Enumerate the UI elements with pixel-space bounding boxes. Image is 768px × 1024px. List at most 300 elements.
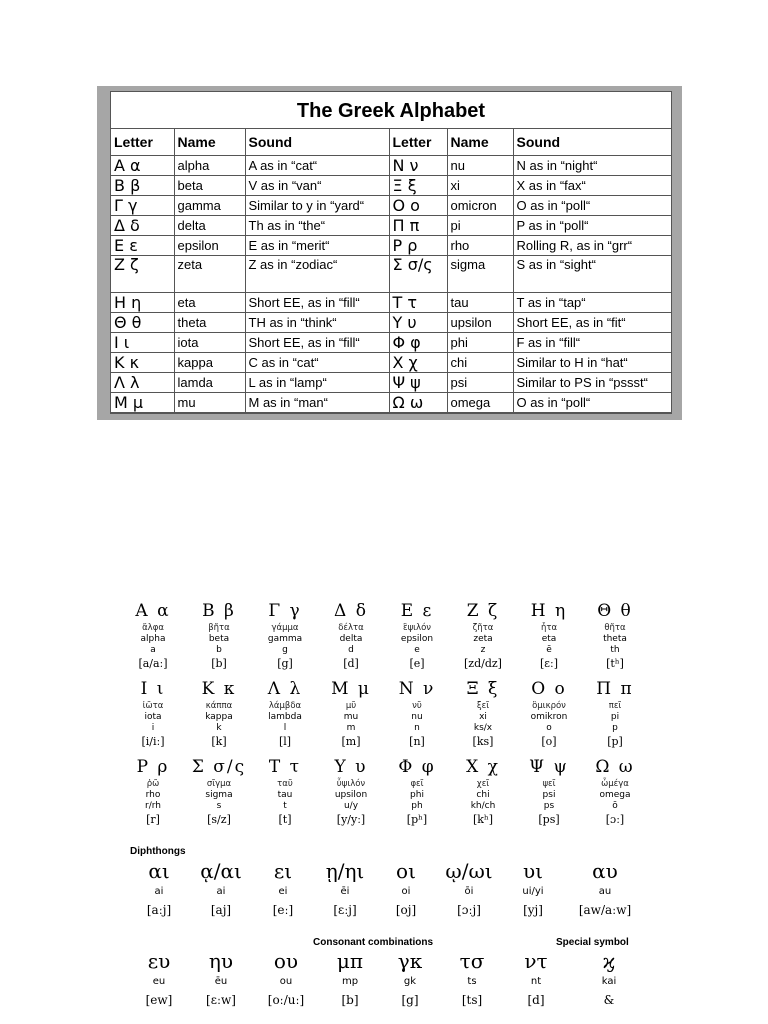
combo-item [130,858,188,920]
sound-cell: X as in “fax“ [513,176,671,196]
name-cell: lamda [174,373,245,393]
greek-name: ἒψιλόν [402,623,432,633]
combo-ipa: [g] [401,993,419,1007]
table-row [111,293,671,313]
combo-glyph: αι [148,859,170,883]
transliteration: k [216,723,222,733]
chart-row [120,756,650,828]
letter-cell: Ω ω [389,393,447,413]
latin-name: epsilon [400,634,434,644]
letter-glyph: Ζ ζ [466,601,500,621]
letter-cell [582,600,648,672]
letter-cell [384,600,450,672]
table-row [111,256,671,293]
latin-name: upsilon [334,790,368,800]
latin-name: theta [603,634,627,644]
consonant-combinations-row [130,948,652,1010]
letter-glyph: Μ μ [331,679,371,699]
combo-transliteration: eu [152,976,166,987]
combo-item [312,858,378,920]
chart-row [120,678,650,750]
letter-glyph: Χ χ [466,757,500,777]
name-cell: rho [447,236,513,256]
ipa-pronunciation: [m] [341,735,361,748]
greek-name: ὦμέγα [601,779,629,789]
sound-cell: A as in “cat“ [245,156,389,176]
ipa-pronunciation: [l] [278,735,292,748]
combo-glyph: ῳ/ωι [445,859,493,883]
header-name: Name [174,129,245,156]
combo-transliteration: au [598,886,612,897]
transliteration: ks/x [473,723,493,733]
table-row [111,353,671,373]
name-cell: epsilon [174,236,245,256]
combo-item [434,858,504,920]
header-letter: Letter [389,129,447,156]
table-row [111,196,671,216]
transliteration: i [151,723,155,733]
table-row [111,373,671,393]
letter-glyph: Γ γ [268,601,302,621]
letter-glyph: Κ κ [201,679,237,699]
combo-ipa: [eː] [272,903,294,917]
transliteration: ph [411,801,423,811]
letter-cell: Α α [111,156,174,176]
letter-cell [450,678,516,750]
combo-glyph: ου [273,949,299,973]
combo-glyph: τσ [459,949,485,973]
letter-cell: Υ υ [389,313,447,333]
combo-glyph: υι [523,859,543,883]
combo-item [438,948,506,1010]
combo-item [562,858,648,920]
sound-cell: Th as in “the“ [245,216,389,236]
letter-cell [384,756,450,828]
letter-cell [450,600,516,672]
name-cell: phi [447,333,513,353]
letter-cell: Ξ ξ [389,176,447,196]
letter-cell [516,756,582,828]
name-cell: alpha [174,156,245,176]
letter-cell [516,600,582,672]
ipa-pronunciation: [t] [278,813,292,826]
combo-glyph: ευ [147,949,171,973]
greek-name: βῆτα [208,623,230,633]
letter-cell: Ι ι [111,333,174,353]
table-row [111,216,671,236]
name-cell: upsilon [447,313,513,333]
name-cell: theta [174,313,245,333]
combo-transliteration: kai [601,976,617,987]
greek-name: ἦτα [540,623,558,633]
combo-ipa: & [603,993,615,1007]
ipa-pronunciation: [kʰ] [472,813,493,826]
alphabet-table [111,129,671,413]
name-cell: delta [174,216,245,236]
ipa-pronunciation: [zd/dz] [464,657,502,670]
sound-cell: Similar to H in “hat“ [513,353,671,373]
name-cell: psi [447,373,513,393]
header-letter: Letter [111,129,174,156]
letter-glyph: Λ λ [267,679,303,699]
letter-cell [252,756,318,828]
diphthongs-label: Diphthongs [130,846,186,857]
name-cell: omega [447,393,513,413]
name-cell: mu [174,393,245,413]
sound-cell: L as in “lamp“ [245,373,389,393]
combo-item [318,948,382,1010]
sound-cell: TH as in “think“ [245,313,389,333]
ipa-pronunciation: [ps] [538,813,560,826]
combo-glyph: ᾳ/αι [200,859,242,883]
sound-cell: Similar to y in “yard“ [245,196,389,216]
sound-cell: Rolling R, as in “grr“ [513,236,671,256]
letter-glyph: Α α [135,601,171,621]
sound-cell: Similar to PS in “pssst“ [513,373,671,393]
combo-transliteration: ēi [340,886,350,897]
header-name: Name [447,129,513,156]
letter-cell: Φ φ [389,333,447,353]
ipa-pronunciation: [k] [211,735,227,748]
name-cell: gamma [174,196,245,216]
combo-item [254,948,318,1010]
table-row [111,236,671,256]
chart-row [120,600,650,672]
letter-cell: Η η [111,293,174,313]
latin-name: gamma [267,634,303,644]
sound-cell: F as in “fill“ [513,333,671,353]
latin-name: omikron [530,712,568,722]
letter-glyph: Υ υ [334,757,368,777]
latin-name: lambda [268,712,302,722]
greek-name: πεῖ [608,701,622,711]
transliteration: z [480,645,486,655]
sound-cell: O as in “poll“ [513,393,671,413]
greek-name: δέλτα [338,623,364,633]
combo-transliteration: oi [401,886,411,897]
ipa-pronunciation: [a/aː] [138,657,168,670]
letter-cell: Δ δ [111,216,174,236]
combo-transliteration: ēu [214,976,228,987]
greek-name: χεῖ [476,779,490,789]
transliteration: n [414,723,420,733]
letter-cell [186,600,252,672]
name-cell: kappa [174,353,245,373]
combo-glyph: ῃ/ηι [325,859,365,883]
transliteration: s [216,801,222,811]
ipa-pronunciation: [pʰ] [406,813,428,826]
letter-cell [252,600,318,672]
sound-cell: S as in “sight“ [513,256,671,293]
greek-name: λάμβδα [268,701,302,711]
latin-name: beta [208,634,230,644]
combo-ipa: [aw/aːw] [578,903,632,917]
name-cell: iota [174,333,245,353]
consonant-combinations-label: Consonant combinations [313,937,433,948]
letter-glyph: Σ σ/ς [191,757,247,777]
ipa-pronunciation: [i/iː] [141,735,165,748]
latin-name: omega [599,790,631,800]
combo-transliteration: ai [154,886,164,897]
letter-cell [120,600,186,672]
table-row [111,156,671,176]
name-cell: tau [447,293,513,313]
table-row [111,176,671,196]
name-cell: beta [174,176,245,196]
ipa-pronunciation: [o] [541,735,557,748]
greek-alphabet-table-figure [97,86,682,420]
ipa-pronunciation: [y/yː] [336,813,366,826]
letter-cell: Ν ν [389,156,447,176]
greek-name: μῦ [345,701,357,711]
combo-ipa: [b] [341,993,359,1007]
combo-ipa: [d] [527,993,545,1007]
sound-cell: T as in “tap“ [513,293,671,313]
transliteration: th [610,645,620,655]
combo-ipa: [ɛːj] [333,903,357,917]
diphthongs-row [130,858,648,920]
transliteration: d [348,645,354,655]
transliteration: g [282,645,288,655]
ipa-pronunciation: [tʰ] [606,657,624,670]
latin-name: rho [145,790,161,800]
letter-glyph: Ο ο [531,679,567,699]
transliteration: e [414,645,420,655]
letter-cell [186,678,252,750]
ipa-pronunciation: [n] [409,735,425,748]
latin-name: alpha [140,634,166,644]
greek-name: ψεῖ [542,779,556,789]
greek-name: νῦ [412,701,422,711]
letter-glyph: Β β [202,601,236,621]
sound-cell: Short EE, as in “fit“ [513,313,671,333]
greek-name: ὂμικρόν [532,701,566,711]
sound-cell: V as in “van“ [245,176,389,196]
greek-name: σῖγμα [206,779,232,789]
combo-transliteration: gk [403,976,417,987]
transliteration: t [283,801,287,811]
special-symbol-label: Special symbol [556,937,629,948]
combo-item [254,858,312,920]
latin-name: delta [339,634,363,644]
letter-cell: Τ τ [389,293,447,313]
letter-glyph: Π π [596,679,634,699]
latin-name: pi [610,712,620,722]
table-row [111,393,671,413]
combo-item [130,948,188,1010]
combo-glyph: οι [396,859,416,883]
transliteration: u/y [343,801,359,811]
letter-glyph: Δ δ [334,601,368,621]
greek-name: ξεῖ [476,701,490,711]
header-sound: Sound [245,129,389,156]
combo-transliteration: nt [530,976,542,987]
ipa-pronunciation: [e] [409,657,425,670]
letter-glyph: Ε ε [400,601,434,621]
letter-cell [120,756,186,828]
letter-cell: Π π [389,216,447,236]
table-panel [110,91,672,414]
transliteration: ē [546,645,552,655]
sound-cell: Short EE, as in “fill“ [245,293,389,313]
letter-cell [318,756,384,828]
combo-glyph: γκ [397,949,423,973]
combo-glyph: αυ [592,859,618,883]
letter-cell [450,756,516,828]
latin-name: kappa [205,712,233,722]
letter-cell [120,678,186,750]
name-cell: sigma [447,256,513,293]
ipa-pronunciation: [b] [211,657,227,670]
sound-cell: N as in “night“ [513,156,671,176]
letter-glyph: Ω ω [595,757,635,777]
combo-ipa: [ew] [145,993,173,1007]
sound-cell: C as in “cat“ [245,353,389,373]
combo-glyph: μπ [336,949,364,973]
name-cell: nu [447,156,513,176]
letter-cell [318,678,384,750]
name-cell: xi [447,176,513,196]
letter-cell: Ρ ρ [389,236,447,256]
combo-item [188,858,254,920]
letter-cell: Κ κ [111,353,174,373]
greek-name: ταῦ [277,779,293,789]
letter-cell: Ψ ψ [389,373,447,393]
ipa-pronunciation: [ks] [472,735,494,748]
sound-cell: E as in “merit“ [245,236,389,256]
letter-cell [582,678,648,750]
latin-name: eta [541,634,557,644]
ipa-pronunciation: [p] [607,735,623,748]
combo-glyph: ει [273,859,293,883]
combo-glyph: ντ [524,949,548,973]
combo-transliteration: ei [278,886,288,897]
table-row [111,313,671,333]
greek-name: φεῖ [410,779,424,789]
ipa-pronunciation: [ɔː] [605,813,625,826]
combo-glyph: ηυ [208,949,234,973]
latin-name: phi [410,790,424,800]
combo-ipa: [oː/uː] [267,993,305,1007]
transliteration: p [612,723,618,733]
combo-item [504,858,562,920]
combo-item [566,948,652,1010]
ipa-pronunciation: [s/z] [207,813,231,826]
ipa-pronunciation: [r] [146,813,160,826]
greek-name: ἰῶτα [142,701,164,711]
greek-name: ζῆτα [472,623,494,633]
latin-name: tau [277,790,293,800]
letter-glyph: Ι ι [140,679,166,699]
letter-cell: Ε ε [111,236,174,256]
greek-name: κάππα [205,701,233,711]
latin-name: mu [343,712,359,722]
combo-transliteration: ai [216,886,226,897]
letter-glyph: Φ φ [398,757,436,777]
transliteration: a [150,645,156,655]
transliteration: m [346,723,356,733]
greek-name: γάμμα [271,623,299,633]
ipa-pronunciation: [ɛː] [540,657,558,670]
letter-cell [384,678,450,750]
latin-name: xi [479,712,487,722]
combo-ipa: [ɔːj] [457,903,481,917]
letter-cell: Β β [111,176,174,196]
letter-glyph: Ρ ρ [136,757,170,777]
sound-cell: O as in “poll“ [513,196,671,216]
combo-transliteration: mp [341,976,359,987]
letter-cell: Θ θ [111,313,174,333]
letter-cell: Ζ ζ [111,256,174,293]
combo-ipa: [aːj] [146,903,172,917]
sound-cell: P as in “poll“ [513,216,671,236]
transliteration: l [283,723,287,733]
letter-cell [516,678,582,750]
latin-name: sigma [205,790,233,800]
letter-glyph: Ψ ψ [529,757,569,777]
combo-item [382,948,438,1010]
greek-name: ὖψιλόν [336,779,366,789]
greek-name: ῥῶ [146,779,160,789]
name-cell: pi [447,216,513,236]
combo-ipa: [ɛːw] [206,993,236,1007]
transliteration: ō [612,801,618,811]
combo-ipa: [yj] [523,903,543,917]
ipa-pronunciation: [d] [343,657,359,670]
name-cell: chi [447,353,513,373]
combo-item [188,948,254,1010]
combo-glyph: ϗ [602,949,616,973]
sound-cell: M as in “man“ [245,393,389,413]
table-header-row [111,129,671,156]
letter-glyph: Ν ν [398,679,436,699]
ipa-pronunciation: [g] [277,657,293,670]
latin-name: zeta [473,634,493,644]
sound-cell: Short EE, as in “fill“ [245,333,389,353]
name-cell: omicron [447,196,513,216]
name-cell: zeta [174,256,245,293]
transliteration: r/rh [145,801,161,811]
letter-cell: Χ χ [389,353,447,373]
sound-cell: Z as in “zodiac“ [245,256,389,293]
table-title: The Greek Alphabet [111,92,671,129]
letter-cell: Λ λ [111,373,174,393]
letter-cell: Γ γ [111,196,174,216]
combo-transliteration: ui/yi [522,886,544,897]
greek-name: θῆτα [604,623,626,633]
letter-cell: Μ μ [111,393,174,413]
transliteration: o [546,723,552,733]
combo-item [378,858,434,920]
latin-name: iota [144,712,162,722]
table-row [111,333,671,353]
letter-glyph: Ξ ξ [466,679,500,699]
letter-glyph: Η η [530,601,568,621]
letter-glyph: Τ τ [268,757,302,777]
name-cell: eta [174,293,245,313]
letter-cell [252,678,318,750]
combo-item [506,948,566,1010]
combo-ipa: [oj] [395,903,417,917]
combo-ipa: [aj] [210,903,232,917]
pronunciation-chart [120,600,650,834]
latin-name: psi [542,790,556,800]
latin-name: chi [476,790,490,800]
letter-cell [318,600,384,672]
transliteration: b [216,645,222,655]
combo-transliteration: ou [279,976,293,987]
letter-cell [186,756,252,828]
